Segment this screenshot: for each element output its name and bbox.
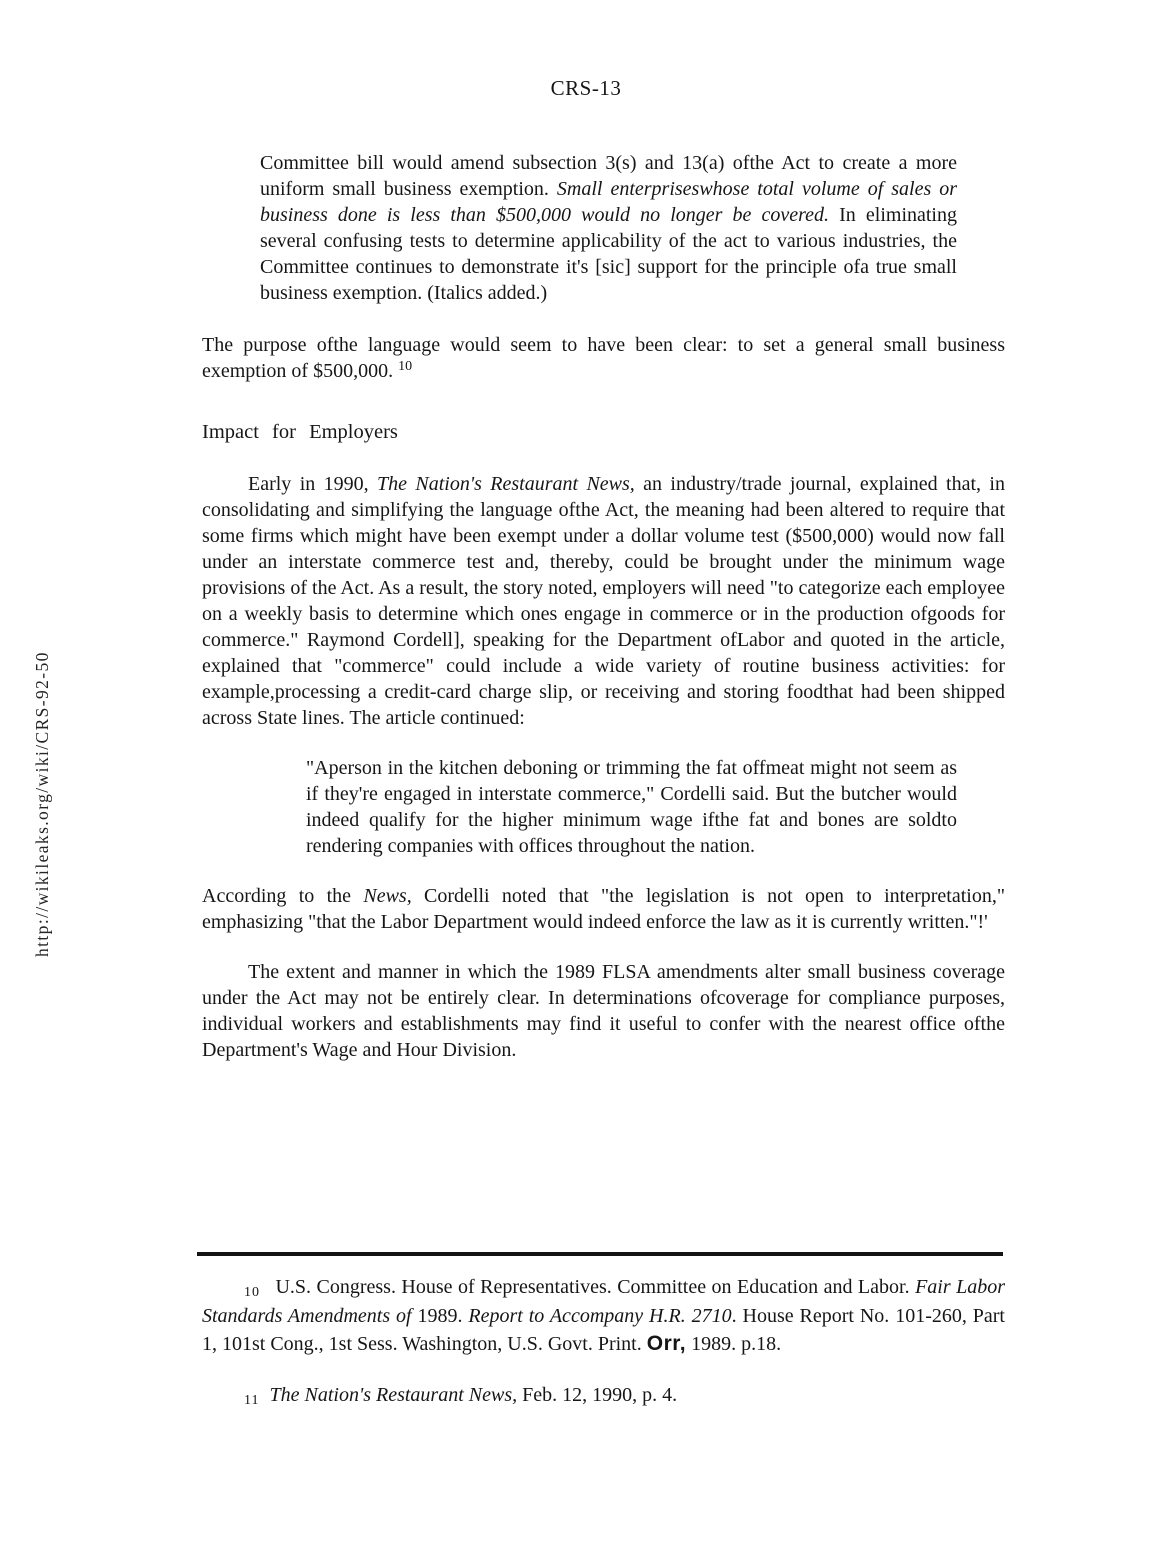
impact-for-employers-heading: Impact for Employers: [202, 421, 398, 443]
page-number: CRS-13: [550, 76, 622, 100]
cordelli-quote-blockquote: [306, 755, 957, 859]
purpose-paragraph: [202, 332, 1005, 387]
news-italic: News,: [363, 885, 412, 907]
footnote-11: [202, 1382, 1005, 1411]
footnote-11-text-end: Feb. 12, 1990, p. 4.: [517, 1384, 678, 1406]
early-text-end: an industry/trade journal, explained that, in consolidating and simplifying the language ofthe Act, the meaning had been altered to require that some firms which might have been exempt under a dollar volume test ($500,000) would now fall under an interstate commerce test and, thereby, could be brought under the minimum wage provisions of the Act. As a result, the story noted, employers will need "to categorize each employee on a weekly basis to determine which ones engage in commerce or in the production ofgoods for commerce." Raymond Cordell], speaking for the Department ofLabor and quoted in the article, explained that "commerce" could include a wide variety of routine business activities: for example,processing a credit-card charge slip, or receiving and storing foodthat had been shipped across State lines. The article continued:: [202, 473, 1005, 729]
according-paragraph: [202, 883, 1005, 935]
committee-bill-blockquote: [260, 150, 957, 306]
footnote-10-text-mid: . House Report No. 101-260, Part 1, 101st Cong., 1st Sess. Washington, U.S. Govt. Print.: [202, 1305, 1005, 1355]
report-accompany-title: Report to Accompany H.R. 2710: [468, 1305, 732, 1327]
extent-text: The extent and manner in which the 1989 FLSA amendments alter small business coverage under the Act may not be entirely clear. In determinations ofcoverage for compliance purposes, individual workers and establishments may find it useful to confer with the nearest office ofthe Department's Wage and Hour Division.: [202, 961, 1005, 1061]
quote2-text: "Aperson in the kitchen deboning or trimming the fat offmeat might not seem as if they're engaged in interstate commerce," Cordelli said. But the butcher would indeed qualify for the higher minimum wage ifthe fat and bones are soldto rendering companies with offices throughout the nation.: [306, 757, 957, 857]
document-body: [202, 142, 1005, 1063]
footnote-separator-rule: [197, 1252, 1003, 1256]
footnote-10-year: 1989.: [417, 1305, 469, 1327]
early-1990-paragraph: [202, 471, 1005, 731]
footnote-11-marker: 11: [244, 1393, 260, 1408]
footnote-10-reference: 10: [398, 359, 413, 374]
purpose-text: The purpose ofthe language would seem to have been clear: to set a general small business exemption of $500,000.: [202, 334, 1005, 382]
footnote-10-bold-artifact: Orr,: [646, 1332, 687, 1355]
restaurant-news-title: The Nation's Restaurant News,: [377, 473, 635, 495]
footnote-10-text-end: 1989. p.18.: [686, 1333, 782, 1355]
according-text: According to the: [202, 885, 364, 907]
according-text-end: Cordelli noted that "the legislation is not open to interpretation," emphasizing "that the Labor Department would indeed enforce the law as it is currently written."!': [202, 885, 1005, 933]
restaurant-news-footnote-title: The Nation's Restaurant News,: [269, 1384, 518, 1406]
quote1-text-end: In eliminating several confusing tests to determine applicability of the act to various industries, the Committee continues to demonstrate it's [sic] support for the principle ofa true small business exemption. (Italics added.): [260, 204, 957, 304]
footnote-10: [202, 1274, 1005, 1358]
footnote-10-marker: 10: [244, 1285, 260, 1300]
flsa-amendments-title: Fair Labor Standards Amendments of: [202, 1276, 1005, 1327]
early-text: Early in 1990,: [248, 473, 378, 495]
wikileaks-url-vertical: http://wikileaks.org/wiki/CRS-92-50: [32, 651, 52, 957]
footnotes-section: [202, 1274, 1005, 1411]
quote1-italic-text: Small enterpriseswhose total volume of sales or business done is less than $500,000 would no longer be covered.: [260, 178, 957, 226]
quote1-text: Committee bill would amend subsection 3(s) and 13(a) ofthe Act to create a more uniform small business exemption.: [260, 152, 957, 200]
extent-paragraph: [202, 959, 1005, 1063]
footnote-10-text: U.S. Congress. House of Representatives. Committee on Education and Labor.: [270, 1276, 916, 1298]
